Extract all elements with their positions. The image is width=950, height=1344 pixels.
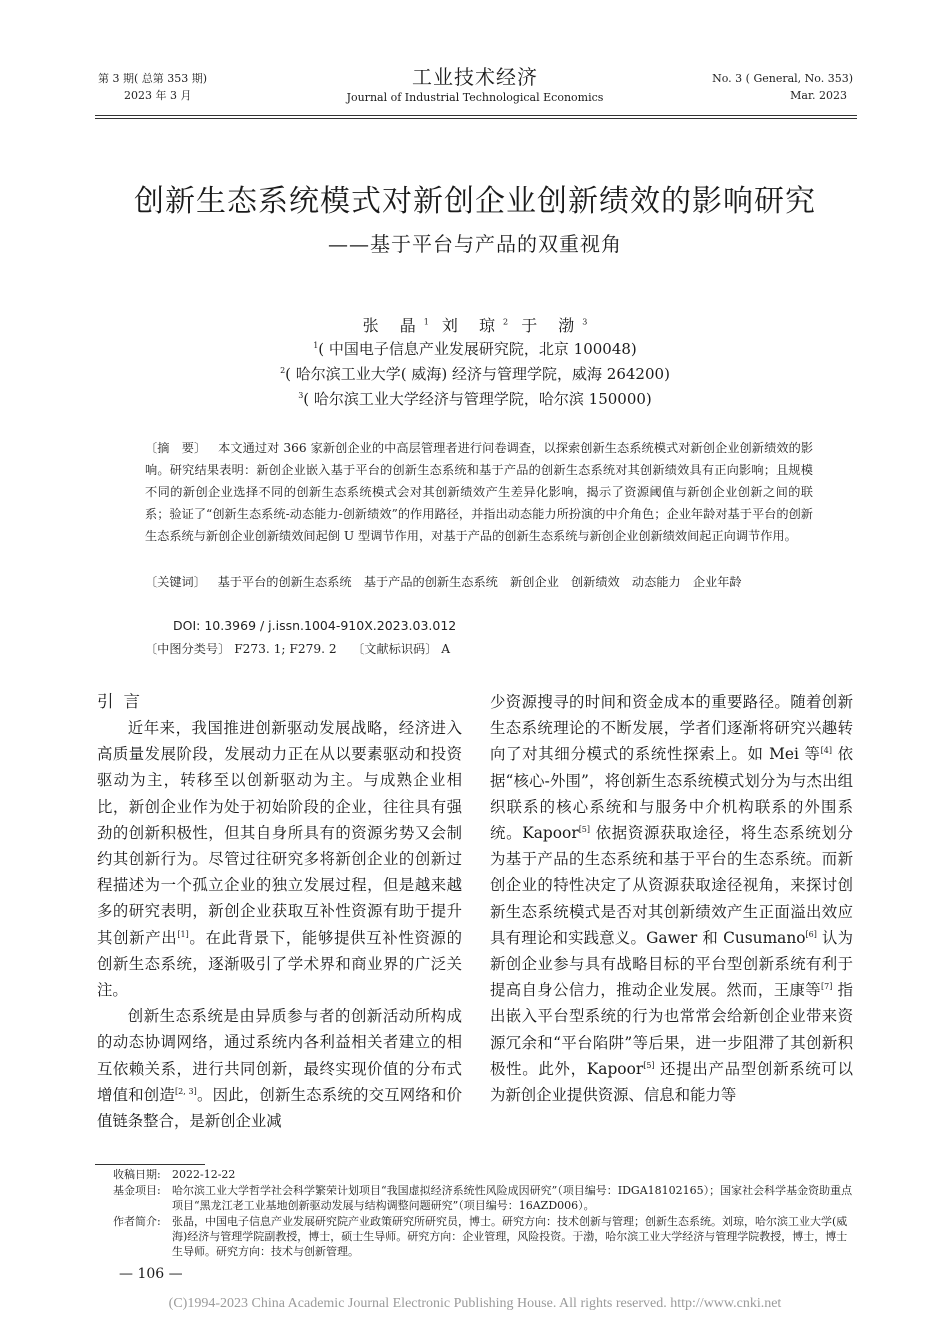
copyright-watermark: (C)1994-2023 China Academic Journal Electronic Publishing House. All rights reserved. http://www.cnki.net [168, 1296, 782, 1311]
citation: [1] [177, 929, 189, 939]
abstract [145, 437, 813, 547]
paragraph-text: 创新生态系统是由异质参与者的创新活动所构成的动态协调网络，通过系统内各利益相关者建立的相互依赖关系，进行共同创新，最终实现价值的分布式增值和创造 [97, 1007, 462, 1104]
footnote-text: 2022-12-22 [172, 1168, 236, 1181]
author-name: 张 晶 [362, 316, 424, 335]
doc-code-label: 〔文献标识码〕 [352, 642, 438, 656]
citation: [5] [578, 825, 591, 835]
paragraph-text: 指出嵌入平台型系统的行为也常常会给新创企业带来资源冗余和“平台陷阱”等后果，进一步阻滞了其创新积极性。此外，Kapoor [490, 981, 853, 1078]
citation: [6] [805, 929, 817, 939]
footnote-label: 基金项目: [113, 1184, 161, 1197]
clc-value: F273. 1; F279. 2 [234, 642, 337, 656]
paragraph-text: 近年来，我国推进创新驱动发展战略，经济进入高质量发展阶段，发展动力正在从以要素驱动和投资驱动为主，转移至以创新驱动为主。与成熟企业相比，新创企业作为处于初始阶段的企业，往往具有强劲的创新积极性，但其自身所具有的资源劣势又会制约其创新行为。尽管过往研究多将新创企业的创新过程描述为一个孤立企业的独立发展过程，但是越来越多的研究表明，新创企业获取互补性资源有助于提升其创新产出 [97, 719, 462, 947]
keywords [145, 571, 813, 593]
abstract-label: 〔摘 要〕 [145, 441, 207, 455]
issue-date-en: Mar. 2023 [790, 89, 847, 102]
affiliation-sup: 1 [313, 341, 319, 350]
classification [145, 638, 813, 660]
footnote-author [113, 1214, 853, 1258]
paragraph [97, 715, 462, 1003]
affiliation-text: ( 哈尔滨工业大学经济与管理学院，哈尔滨 150000) [303, 390, 652, 408]
body-left-column [97, 689, 462, 1134]
journal-name-en: Journal of Industrial Technological Economics [346, 91, 604, 104]
doc-code-value: A [441, 642, 451, 656]
section-heading: 引言 [97, 692, 150, 711]
affiliation-sup: 3 [298, 391, 304, 400]
citation: [5] [643, 1060, 655, 1070]
doi: DOI: 10.3969 / j.issn.1004-910X.2023.03.012 [173, 618, 457, 633]
article-subtitle: ——基于平台与产品的双重视角 [328, 232, 622, 256]
affiliation-text: ( 哈尔滨工业大学( 威海) 经济与管理学院，威海 264200) [285, 365, 670, 383]
body-right-column [490, 689, 853, 1108]
paragraph [97, 1003, 462, 1134]
affiliation [0, 336, 950, 359]
citation: [7] [820, 982, 833, 992]
paragraph-text: 少资源搜寻的时间和资金成本的重要路径。随着创新生态系统理论的不断发展，学者们逐渐将研究兴趣转向了对其细分模式的系统性探索上。如 Mei 等 [490, 693, 853, 764]
author-sup: 3 [582, 317, 588, 327]
paragraph [490, 689, 853, 1108]
footnote-text: 张晶，中国电子信息产业发展研究院产业政策研究所研究员，博士。研究方向：技术创新与管理；创新生态系统。刘琼，哈尔滨工业大学(威海)经济与管理学院副教授，博士，硕士生导师。研究方向：企业管理，风险投资。于渤，哈尔滨工业大学经济与管理学院教授，博士，博士生导师。研究方向：技术与创新管理。 [172, 1215, 848, 1258]
author-name: 于 渤 [521, 316, 583, 335]
footnote-fund [113, 1183, 853, 1212]
keywords-text: 基于平台的创新生态系统 基于产品的创新生态系统 新创企业 创新绩效 动态能力 企业年龄 [217, 575, 742, 589]
page-number: — 106 — [119, 1266, 183, 1282]
issue-number: 第 3 期( 总第 353 期) [98, 72, 208, 85]
author-sup: 1 [423, 317, 429, 327]
author-name: 刘 琼 [441, 316, 503, 335]
affiliation-text: ( 中国电子信息产业发展研究院，北京 100048) [318, 340, 637, 358]
keywords-label: 〔关键词〕 [145, 575, 206, 589]
paragraph-text: 依据资源获取途径，将生态系统划分为基于产品的生态系统和基于平台的生态系统。而新创企业的特性决定了从资源获取途径视角，来探讨创新生态系统模式是否对其创新绩效产生正面溢出效应具有理论和实践意义。Gawer 和 Cusumano [490, 824, 853, 947]
article-title: 创新生态系统模式对新创企业创新绩效的影响研究 [134, 184, 816, 219]
paragraph-text: 。在此背景下，能够提供互补性资源的创新生态系统，逐渐吸引了学术界和商业界的广泛关注。 [97, 928, 462, 1000]
abstract-text: 本文通过对 366 家新创企业的中高层管理者进行问卷调查，以探索创新生态系统模式对新创企业创新绩效的影响。研究结果表明：新创企业嵌入基于平台的创新生态系统和基于产品的创新生态系统对其创新绩效具有正向影响；且规模不同的新创企业选择不同的创新生态系统模式会对其创新绩效产生差异化影响，揭示了资源阈值与新创企业创新之间的联系；验证了“创新生态系统-动态能力-创新绩效”的作用路径，并指出动态能力所扮演的中介角色；企业年龄对基于平台的创新生态系统与新创企业创新绩效间起倒 U 型调节作用，对基于产品的创新生态系统与新创企业创新绩效间起正向调节作用。 [145, 441, 814, 543]
header-rule [95, 115, 857, 116]
issue-info-en [712, 70, 853, 104]
journal-name-cn: 工业技术经济 [412, 65, 538, 89]
paragraph-text: 依据“核心-外围”，将创新生态系统模式划分为与杰出组织联系的核心系统和与服务中介机构联系的外围系统。Kapoor [490, 745, 853, 843]
footnote-label: 作者简介: [113, 1215, 161, 1228]
paragraph-text: 认为新创企业参与具有战略目标的平台型创新系统有利于提高自身公信力，推动企业发展。然而，王康等 [490, 928, 853, 1000]
clc-label: 〔中图分类号〕 [145, 642, 231, 656]
citation: [4] [820, 746, 832, 756]
footnote-label: 收稿日期: [113, 1168, 161, 1181]
header-rule-thin [95, 118, 857, 119]
footnote-text: 哈尔滨工业大学哲学社会科学繁荣计划项目“我国虚拟经济系统性风险成因研究”（项目编号：IDGA18102165）；国家社会科学基金资助重点项目“黑龙江老工业基地创新驱动发展与结构调整问题研究”（项目编号：16AZD006）。 [172, 1184, 853, 1212]
citation: [2, 3] [175, 1086, 197, 1096]
issue-date: 2023 年 3 月 [124, 89, 192, 102]
affiliation-sup: 2 [280, 366, 286, 375]
author-list [0, 313, 950, 336]
author-sup: 2 [503, 317, 509, 327]
paragraph-text: 还提出产品型创新系统可以为新创企业提供资源、信息和能力等 [490, 1059, 853, 1105]
affiliation [0, 361, 950, 384]
footnote-received [113, 1167, 853, 1182]
affiliation [0, 386, 950, 409]
paragraph-text: 。因此，创新生态系统的交互网络和价值链条整合，是新创企业减 [97, 1085, 462, 1131]
issue-number-en: No. 3 ( General, No. 353) [712, 72, 853, 85]
footnote-rule [95, 1164, 205, 1165]
